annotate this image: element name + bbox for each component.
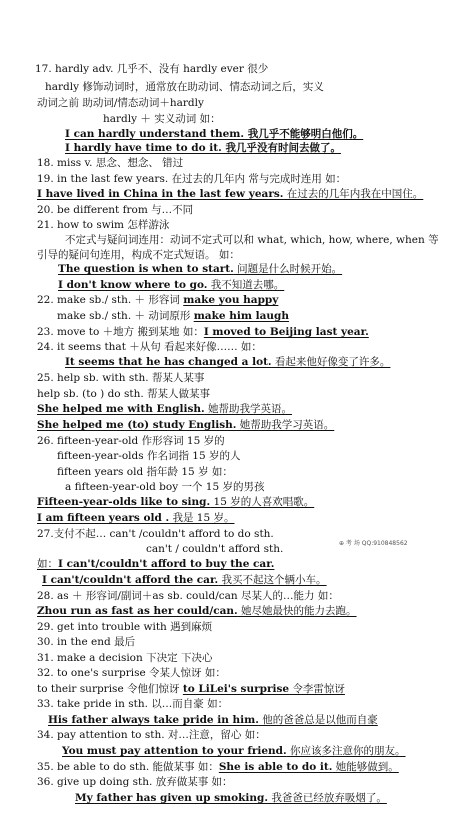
note-text: help sb. (to ) do sth. 帮某人做某事 [37,388,211,400]
note-text: 33. take pride in sth. 以…而自豪 如： [37,698,229,710]
note-line [37,188,423,201]
note-text: 20. be different from 与…不同 [37,204,194,216]
note-text: 令李雷惊讶 [289,683,345,695]
example-sentence: She helped me with English. [37,403,205,415]
note-text: 我爸爸已经放弃吸烟了。 [268,792,387,804]
note-line [37,157,183,170]
note-text: 32. to one's surprise 令某人惊讶 如： [37,667,226,679]
note-text: 看起来他好像变了许多。 [271,356,391,368]
watermark: ⊕ 考 场 QQ:910848562 [339,540,408,547]
note-text: 15 岁的人喜欢唱歌。 [210,496,315,508]
note-text: 21. how to swim 怎样游泳 [37,219,170,231]
note-line [37,435,225,448]
note-text: 36. give up doing sth. 放弃做某事 如： [37,776,233,788]
note-text: 23. move to ＋地方 搬到某地 如： [37,326,204,338]
note-text: 她帮助我学英语。 [204,403,292,415]
note-line [65,234,439,247]
example-sentence: His father always take pride in him. [48,714,259,726]
note-line [62,745,406,758]
note-text: 我不知道去哪。 [207,279,285,291]
note-line [37,698,228,711]
note-text: 24. it seems that ＋从句 看起来好像…… 如： [37,341,262,353]
note-line [37,605,357,618]
note-line [37,173,346,186]
note-line [37,528,274,541]
example-sentence: I can hardly understand them. 我几乎不能够明白他们。 [65,128,364,140]
example-sentence: make him laugh [193,310,290,322]
note-text: a fifteen-year-old boy 一个 15 岁的男孩 [65,481,265,493]
note-line [58,263,342,276]
note-text: 22. make sb./ sth. ＋ 形容词 [37,294,184,306]
note-line [42,574,327,587]
note-text: 引导的疑问句连用，构成不定式短语。 如： [37,249,240,261]
note-text: 如： [37,558,58,570]
note-text: 26. fifteen-year-old 作形容词 15 岁的 [37,435,225,447]
note-line [35,63,268,76]
note-text: fifteen-year-olds 作名词指 15 岁的人 [57,450,241,462]
note-line [65,481,265,494]
note-line [37,590,339,603]
note-text: 你应该多注意你的朋友。 [286,745,406,757]
note-line [37,403,292,416]
note-text: 不定式与疑问词连用：动词不定式可以和 what, which, how, where, when 等 [65,234,439,246]
note-text: can't / couldn't afford sth. [146,543,284,555]
note-text: 在过去的几年内我在中国住。 [283,188,424,200]
note-text: 她尽她最快的能力去跑。 [237,605,357,617]
note-text: 她帮助我学习英语。 [236,419,335,431]
note-line [37,204,193,217]
example-sentence: It seems that he has changed a lot. [65,356,272,368]
note-line [37,496,314,509]
note-text: 27.支付不起… can't /couldn't afford to do sth. [37,528,274,540]
note-text: 我买不起这个辆小车。 [218,574,327,586]
note-line [65,142,341,155]
note-text: 35. be able to do sth. 能做某事 如： [37,761,219,773]
note-line [48,714,378,727]
note-line [57,310,289,323]
note-line [37,776,233,789]
example-sentence: to LiLei's surprise [182,683,290,695]
note-line [37,249,240,262]
note-line [58,279,284,292]
example-sentence: I moved to Beijing last year. [203,326,369,338]
note-text: hardly ＋ 实义动词 如： [103,113,221,125]
note-line [37,341,262,354]
example-sentence: I can't/couldn't afford the car. [42,574,219,586]
example-sentence: I am fifteen years old . [37,512,170,524]
note-line [37,667,226,680]
example-sentence: You must pay attention to your friend. [62,745,287,757]
note-line [37,419,334,432]
note-text: 28. as ＋ 形容词/副词＋as sb. could/can 尽某人的…能力 如： [37,590,339,602]
note-line [146,543,283,556]
note-line [37,97,204,110]
note-line [45,81,324,94]
example-sentence: I can't/couldn't afford to buy the car. [58,558,275,570]
note-line [37,372,204,385]
note-line [103,113,221,126]
example-sentence: She helped me (to) study English. [37,419,237,431]
note-line [37,512,235,525]
note-line [37,729,266,742]
note-line [37,636,135,649]
note-text: 34. pay attention to sth. 对…注意，留心 如： [37,729,266,741]
note-text: 17. hardly adv. 几乎不、没有 hardly ever 很少 [35,63,269,75]
note-line [37,683,345,696]
note-line [57,466,233,479]
example-sentence: I have lived in China in the last few years. [37,188,284,200]
note-text: hardly 修饰动词时，通常放在助动词、情态动词之后，实义 [45,81,324,93]
note-text: 他的爸爸总是以他而自豪 [258,714,378,726]
note-line [37,621,212,634]
example-sentence: Fifteen-year-olds like to sing. [37,496,211,508]
example-sentence: I hardly have time to do it. 我几乎没有时间去做了。 [65,142,341,154]
note-line [75,792,387,805]
note-line [57,450,240,463]
note-text: 她能够做到。 [332,761,399,773]
note-text: 25. help sb. with sth. 帮某人某事 [37,372,205,384]
example-sentence: She is able to do it. [218,761,333,773]
note-text: 问题是什么时候开始。 [233,263,343,275]
example-sentence: Zhou run as fast as her could/can. [37,605,238,617]
note-line [65,128,363,141]
note-text: 30. in the end 最后 [37,636,136,648]
note-line [37,294,278,307]
note-text: 19. in the last few years. 在过去的几年内 常与完成时连用 如： [37,173,347,185]
note-text: 我是 15 岁。 [169,512,235,524]
note-line [37,219,169,232]
note-text: to their surprise 令他们惊讶 [37,683,183,695]
note-line [37,388,210,401]
example-sentence: make you happy [183,294,279,306]
note-line [37,326,369,339]
note-text: 31. make a decision 下决定 下决心 [37,652,213,664]
note-text: 动词之前 助动词/情态动词＋hardly [37,97,204,109]
example-sentence: The question is when to start. [58,263,234,275]
note-line [65,356,390,369]
note-line [37,558,274,571]
note-line [37,652,212,665]
note-line [37,761,399,774]
example-sentence: I don't know where to go. [58,279,208,291]
example-sentence: My father has given up smoking. [75,792,269,804]
note-text: fifteen years old 指年龄 15 岁 如： [57,466,233,478]
note-text: make sb./ sth. ＋ 动词原形 [57,310,194,322]
note-text: 29. get into trouble with 遇到麻烦 [37,621,213,633]
note-text: 18. miss v. 思念、想念、 错过 [37,157,184,169]
